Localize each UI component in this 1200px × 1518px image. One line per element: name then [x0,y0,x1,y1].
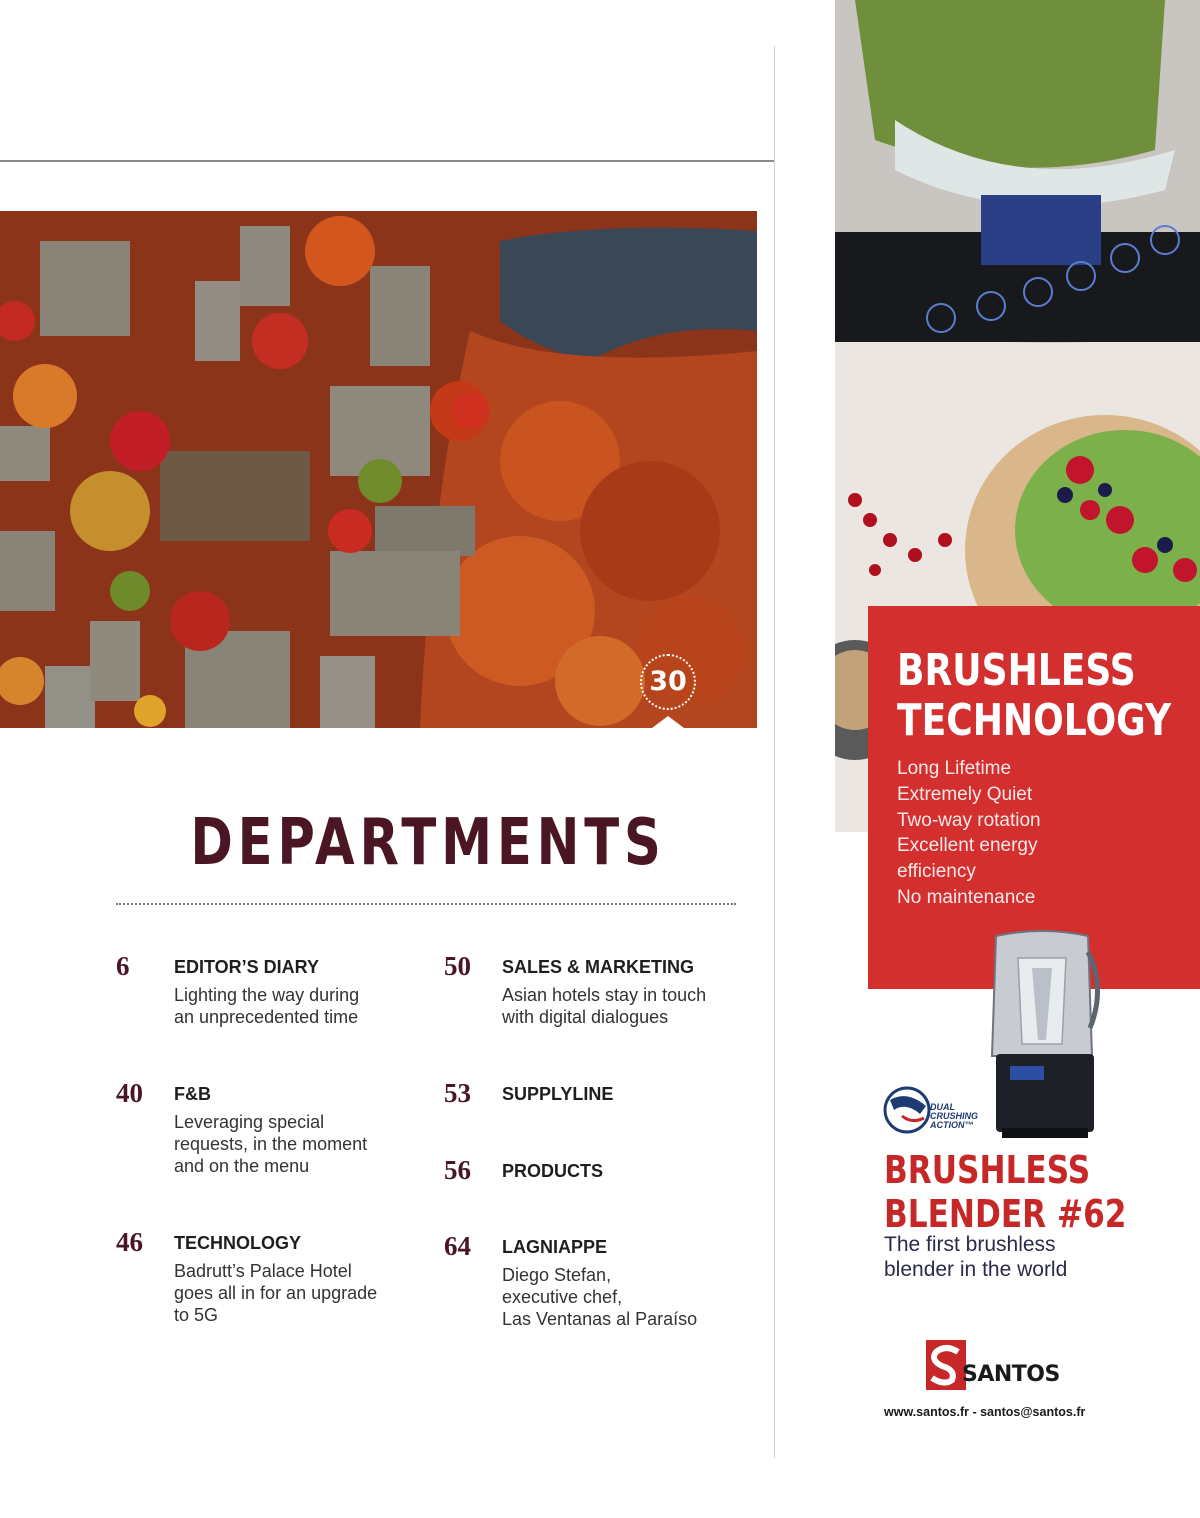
toc-page-number: 40 [116,1078,143,1108]
blender-product-image [982,928,1102,1140]
toc-page-number: 56 [444,1155,471,1185]
toc-heading: SALES & MARKETING [502,957,695,977]
toc-heading: PRODUCTS [502,1161,604,1181]
toc-heading: F&B [174,1084,211,1104]
ad-headline: BRUSHLESS TECHNOLOGY [897,645,1172,746]
ad-feature: Long Lifetime [897,758,1012,779]
departments-title: DEPARTMENTS [190,806,666,880]
toc-description: Diego Stefan, executive chef, Las Ventanas al Paraíso [502,1265,698,1329]
column-divider [774,46,775,1458]
ad-tagline: The first brushless blender in the world [884,1233,1068,1281]
crushing-blade-icon [882,1080,932,1136]
badge-text: DUAL CRUSHING ACTION™ [930,1102,979,1130]
toc-heading: SUPPLYLINE [502,1084,614,1104]
page-marker-badge: 30 [640,654,696,710]
ad-model-title: BRUSHLESS BLENDER #62 [884,1148,1127,1236]
toc-page-number: 50 [444,951,471,981]
santos-logo[interactable] [926,1340,1066,1392]
ad-feature: Extremely Quiet [897,783,1033,805]
toc-page-number: 64 [444,1231,471,1261]
toc-description: Asian hotels stay in touch with digital dialogues [502,985,707,1027]
toc-heading: TECHNOLOGY [174,1233,302,1253]
ad-feature: No maintenance [897,886,1036,908]
toc-description: Lighting the way during an unprecedented time [174,985,360,1027]
ad-feature-list [897,756,1137,911]
toc-page-number: 53 [444,1078,471,1108]
ad-contact[interactable]: www.santos.fr - santos@santos.fr [884,1405,1086,1419]
ad-feature: efficiency [897,861,976,883]
toc-page-number: 6 [116,951,130,981]
toc-description: Leveraging special requests, in the moment and on the menu [174,1112,368,1176]
top-rule [0,160,774,162]
toc-description: Badrutt’s Palace Hotel goes all in for an upgrade to 5G [174,1261,378,1325]
brand-name: SANTOS [962,1362,1060,1387]
toc-page-number: 46 [116,1227,143,1257]
aerial-autumn-photo [0,211,757,728]
ad-feature: Excellent energy [897,835,1038,857]
photo-notch [652,716,684,728]
ad-feature: Two-way rotation [897,809,1041,831]
toc-heading: EDITOR’S DIARY [174,957,320,977]
dotted-rule [116,903,736,905]
dual-crushing-action-badge [882,1080,994,1136]
toc-heading: LAGNIAPPE [502,1237,608,1257]
